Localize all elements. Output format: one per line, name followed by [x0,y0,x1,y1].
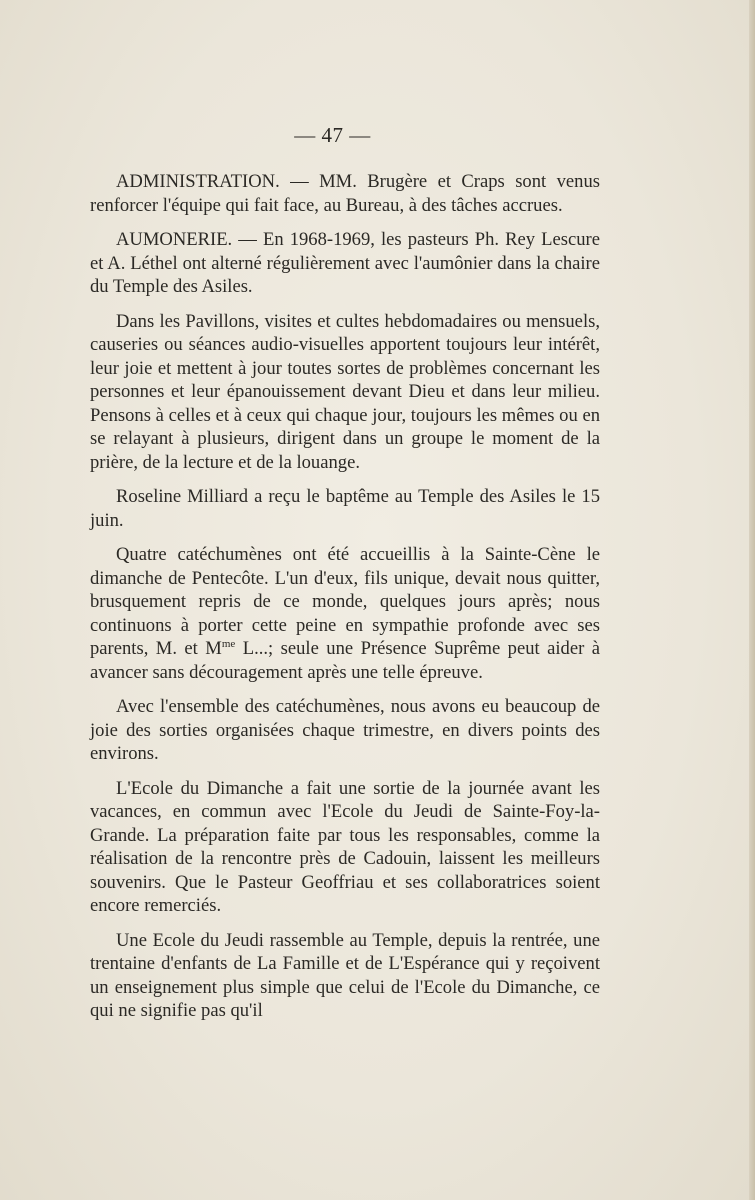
page-number: — 47 — [294,123,371,147]
paragraph-catechumenes-text-1: Quatre catéchumènes ont été accueillis à la Sainte-Cène le dimanche de Pentecôte. L'un d'eux, fils unique, devait nous quitter, brusquement repris de ce monde, quelques jours après; nous continuons à porter cette peine en sympathie profonde avec ses parents, M. et M [90,544,600,659]
paragraph-administration: ADMINISTRATION. — MM. Brugère et Craps sont venus renforcer l'équipe qui fait face, au Bureau, à des tâches accrues. [90,171,600,216]
paragraph-bapteme: Roseline Milliard a reçu le baptême au Temple des Asiles le 15 juin. [90,486,600,531]
page-edge [749,0,755,1200]
paragraph-catechumenes [90,543,600,684]
body-text [90,170,600,1034]
paragraph-ecole-jeudi: Une Ecole du Jeudi rassemble au Temple, depuis la rentrée, une trentaine d'enfants de La Famille et de L'Espérance qui y reçoivent un enseignement plus simple que celui de l'Ecole du Dimanche, ce qui ne signifie pas qu'il [90,929,600,1021]
superscript-me: me [221,637,236,650]
paragraph-ecole-dimanche: L'Ecole du Dimanche a fait une sortie de la journée avant les vacances, en commun avec l'Ecole du Jeudi de Sainte-Foy-la-Grande. La préparation faite par tous les responsables, comme la réalisation de la rencontre près de Cadouin, laissent les meilleurs souvenirs. Que le Pasteur Geoffriau et ses collaboratrices soient encore remerciés. [90,777,600,916]
paragraph-pavillons: Dans les Pavillons, visites et cultes hebdomadaires ou mensuels, causeries ou séances audio-visuelles apportent toujours leur intérêt, leur joie et mettent à jour toutes sortes de problèmes concernant les personnes et leur épanouissement devant Dieu et dans leur milieu. Pensons à celles et à ceux qui chaque jour, toujours les mêmes ou en se relayant à plusieurs, dirigent dans un groupe le moment de la prière, de la lecture et de la louange. [90,310,600,473]
paragraph-catechumenes-text-2: L...; seule une Présence Suprême peut aider à avancer sans découragement après une telle épreuve. [90,638,600,683]
paragraph-aumonerie: AUMONERIE. — En 1968-1969, les pasteurs Ph. Rey Lescure et A. Léthel ont alterné régulièrement avec l'aumônier dans la chaire du Temple des Asiles. [90,229,600,297]
paragraph-sorties: Avec l'ensemble des catéchumènes, nous avons eu beaucoup de joie des sorties organisées chaque trimestre, en divers points des environs. [90,696,600,764]
